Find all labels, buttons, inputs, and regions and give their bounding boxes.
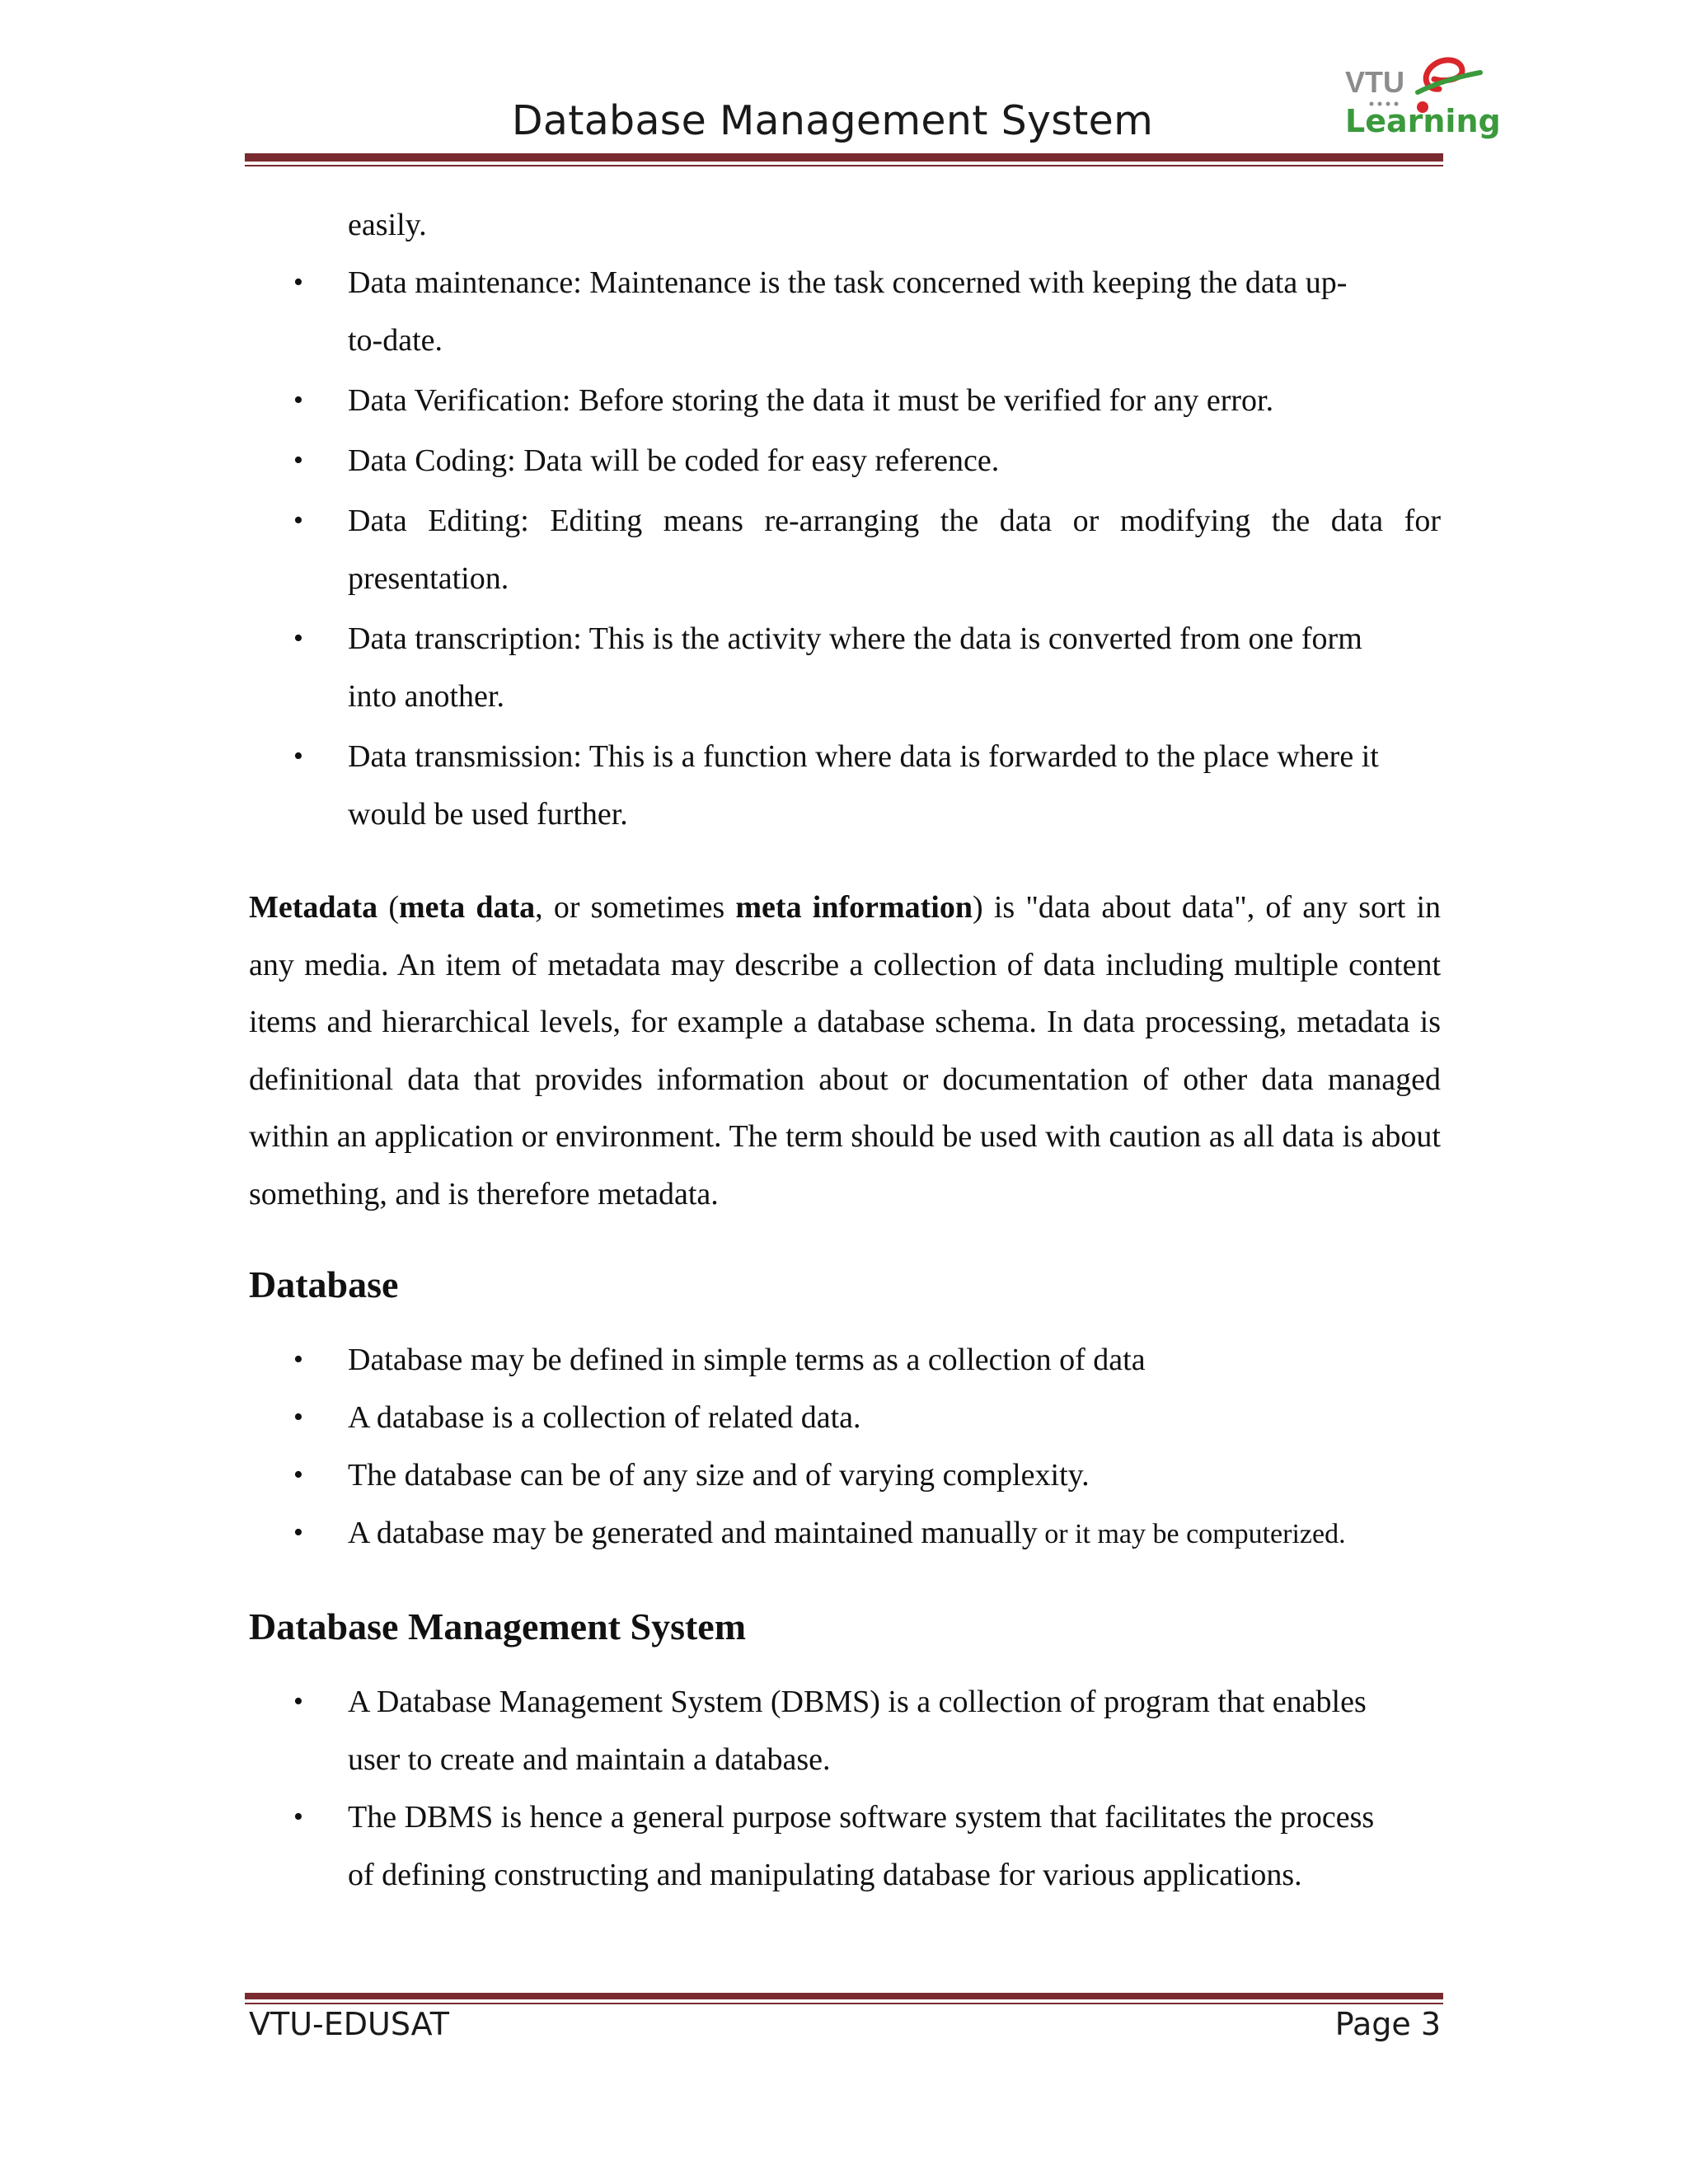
list-item: • A database is a collection of related data. bbox=[249, 1389, 1441, 1446]
page-content bbox=[249, 196, 1441, 1904]
bullet-list-dbms bbox=[249, 1673, 1441, 1904]
bullet-icon: • bbox=[293, 623, 303, 654]
list-item: • Data transcription: This is the activity where the data is converted from one form into another. bbox=[249, 610, 1441, 725]
bullet-icon: • bbox=[293, 445, 303, 476]
metadata-paragraph: Metadata (meta data, or sometimes meta information) is "data about data", of any sort in any media. An item of metadata may describe a collection of data including multiple content items and hierarchical levels, for example a database schema. In data processing, metadata is definitional data that provides information about or documentation of other data managed within an application or environment. The term should be used with caution as all data is about something, and is therefore metadata. bbox=[249, 890, 1442, 1212]
list-item: • A Database Management System (DBMS) is a collection of program that enables user to create and maintain a database. bbox=[249, 1673, 1441, 1788]
section-heading-dbms: Database Management System bbox=[249, 1605, 747, 1647]
list-item: • Database may be defined in simple terms as a collection of data bbox=[249, 1331, 1441, 1389]
list-item: • Data Editing: Editing means re-arranging the data or modifying the data for presentation. bbox=[249, 492, 1441, 607]
bullet-icon: • bbox=[293, 267, 303, 298]
list-item: • The database can be of any size and of varying complexity. bbox=[249, 1446, 1441, 1504]
bullet-list-database bbox=[249, 1331, 1441, 1563]
footer-left-text: VTU-EDUSAT bbox=[249, 2006, 449, 2042]
bullet-icon: • bbox=[293, 741, 303, 771]
list-item: • The DBMS is hence a general purpose software system that facilitates the process of defining constructing and manipulating database for various applications. bbox=[249, 1788, 1441, 1904]
bullet-icon: • bbox=[293, 1344, 303, 1375]
list-item: • Data maintenance: Maintenance is the task concerned with keeping the data up- to-date. bbox=[249, 254, 1441, 369]
bullet-icon: • bbox=[293, 1402, 303, 1432]
page-number: Page 3 bbox=[1334, 2006, 1441, 2042]
bullet-list-data-processing bbox=[249, 254, 1441, 843]
bullet-icon: • bbox=[293, 505, 303, 536]
bullet-icon: • bbox=[293, 1517, 303, 1548]
footer-rule bbox=[245, 1993, 1443, 2004]
header-rule bbox=[245, 153, 1443, 166]
list-item: • A database may be generated and maintained manually or it may be computerized. bbox=[249, 1504, 1441, 1563]
page-header-title: Database Management System bbox=[511, 97, 1154, 144]
bullet-icon: • bbox=[293, 1460, 303, 1490]
list-item: • Data Coding: Data will be coded for easy reference. bbox=[249, 432, 1441, 490]
section-heading-database: Database bbox=[249, 1263, 399, 1305]
vtu-elearning-logo bbox=[1342, 41, 1507, 148]
bullet-icon: • bbox=[293, 1686, 303, 1717]
svg-text:Learning: Learning bbox=[1345, 103, 1501, 139]
bullet-icon: • bbox=[293, 385, 303, 415]
bullet-icon: • bbox=[293, 1802, 303, 1832]
list-item: • Data transmission: This is a function where data is forwarded to the place where it would be used further. bbox=[249, 728, 1441, 843]
list-item: • Data Verification: Before storing the data it must be verified for any error. bbox=[249, 372, 1441, 429]
continued-text: easily. bbox=[348, 208, 427, 242]
svg-text:VTU: VTU bbox=[1345, 65, 1404, 99]
